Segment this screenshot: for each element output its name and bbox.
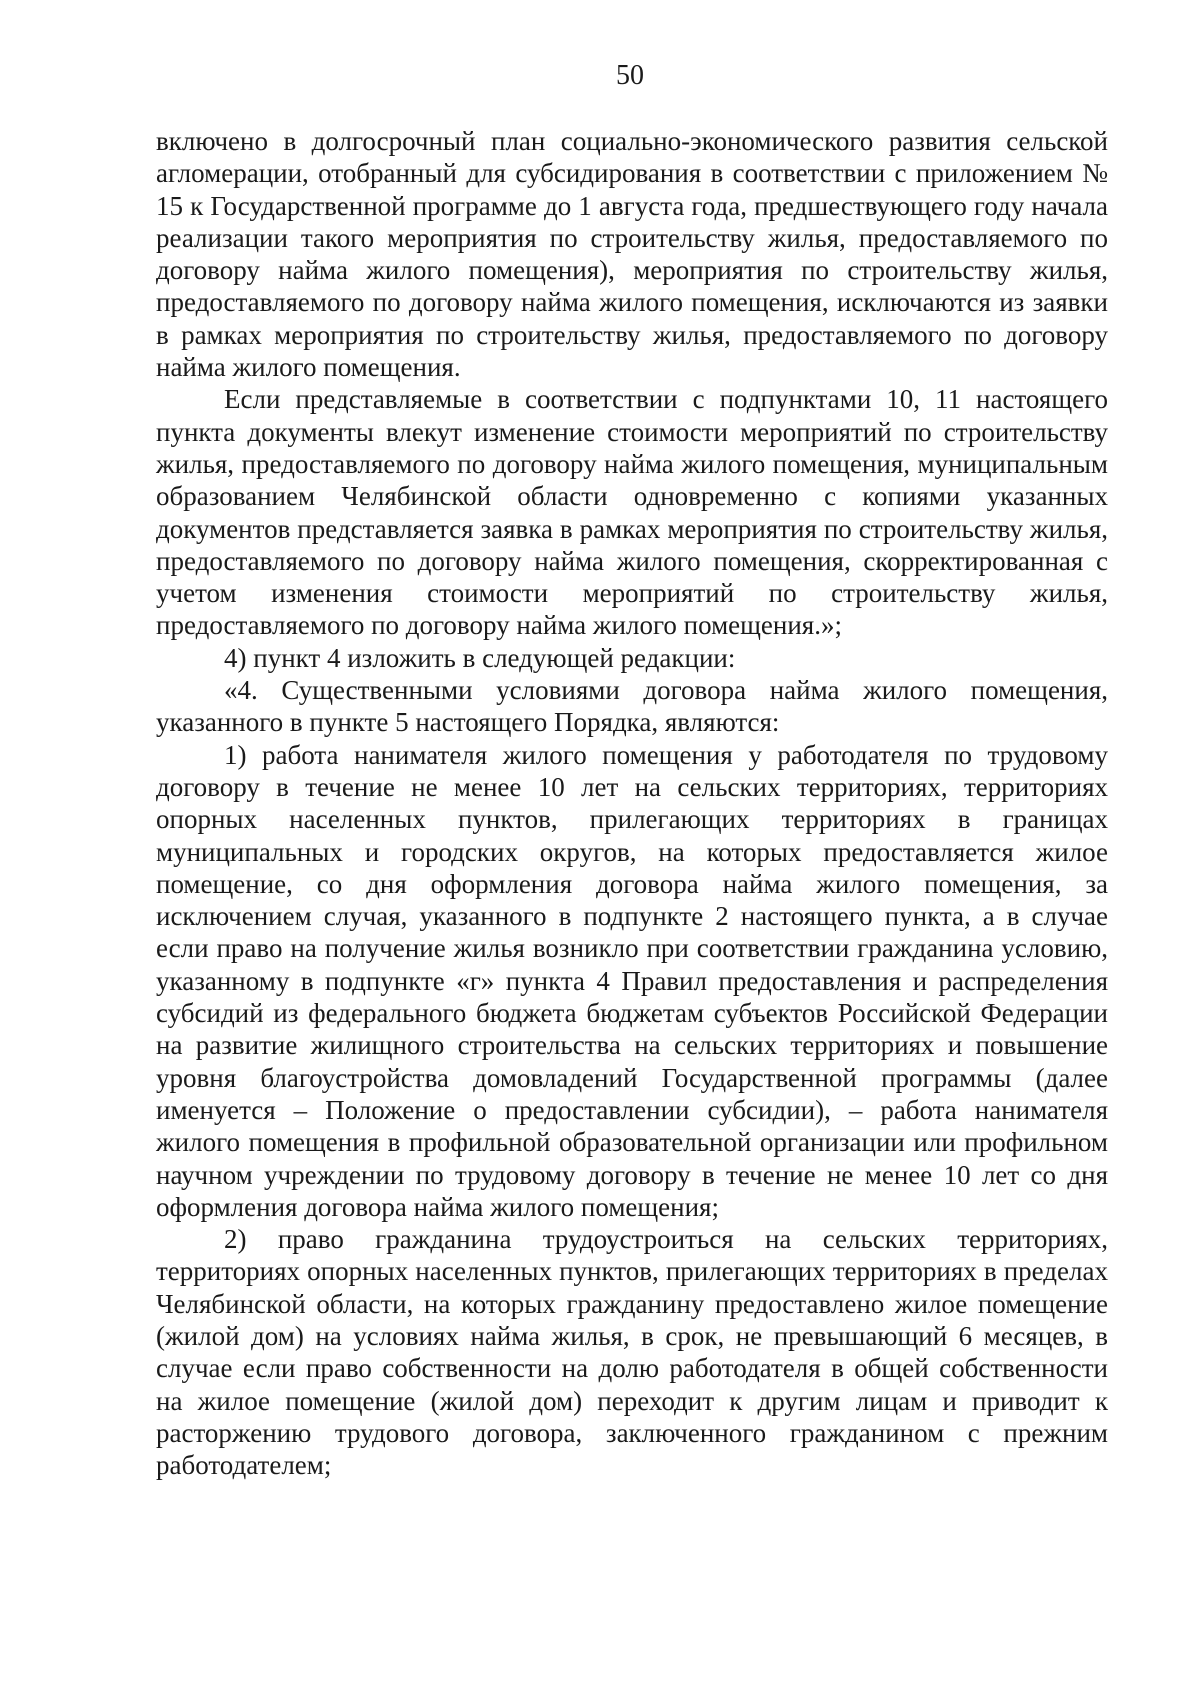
paragraph-subclause-2: 2) право гражданина трудоустроиться на сельских территориях, территориях опорных населенных пунктов, прилегающих территориях в пределах Челябинской области, на которых гражданину предоставлено жилое помещение (жилой дом) на условиях найма жилья, в срок, не превышающий 6 месяцев, в случае если право собственности на долю работодателя в общей собственности на жилое помещение (жилой дом) переходит к другим лицам и приводит к расторжению трудового договора, заключенного гражданином с прежним работодателем; (156, 1224, 1108, 1481)
paragraph-item-4-amendment: 4) пункт 4 изложить в следующей редакции: (224, 642, 736, 673)
paragraph-subclause-1: 1) работа нанимателя жилого помещения у работодателя по трудовому договору в течение не менее 10 лет на сельских территориях, территориях опорных населенных пунктов, прилегающих территориях в границах муниципальных и городских округов, на которых предоставляется жилое помещение, со дня оформления договора найма жилого помещения, за исключением случая, указанного в подпункте 2 настоящего пункта, а в случае если право на получение жилья возникло при соответствии гражданина условию, указанному в подпункте «г» пункта 4 Правил предоставления и распределения субсидий из федерального бюджета бюджетам субъектов Российской Федерации на развитие жилищного строительства на сельских территориях и повышение уровня благоустройства домовладений Государственной программы (далее именуется – Положение о предоставлении субсидии), – работа нанимателя жилого помещения в профильной образовательной организации или профильном научном учреждении по трудовому договору в течение не менее 10 лет со дня оформления договора найма жилого помещения; (156, 739, 1108, 1222)
document-body (156, 125, 1108, 1481)
paragraph-cost-change: Если представляемые в соответствии с подпунктами 10, 11 настоящего пункта документы влекут изменение стоимости мероприятий по строительству жилья, предоставляемого по договору найма жилого помещения, муниципальным образованием Челябинской области одновременно с копиями указанных документов представляется заявка в рамках мероприятия по строительству жилья, предоставляемого по договору найма жилого помещения, скорректированная с учетом изменения стоимости мероприятий по строительству жилья, предоставляемого по договору найма жилого помещения.»; (156, 384, 1108, 641)
paragraph-continuation: включено в долгосрочный план социально-экономического развития сельской агломерации, отобранный для субсидирования в соответствии с приложением № 15 к Государственной программе до 1 августа года, предшествующего году начала реализации такого мероприятия по строительству жилья, предоставляемого по договору найма жилого помещения), мероприятия по строительству жилья, предоставляемого по договору найма жилого помещения, исключаются из заявки в рамках мероприятия по строительству жилья, предоставляемого по договору найма жилого помещения. (156, 126, 1108, 383)
page-number: 50 (616, 60, 644, 91)
paragraph-clause-4-intro: «4. Существенными условиями договора найма жилого помещения, указанного в пункте 5 настоящего Порядка, являются: (156, 675, 1108, 738)
